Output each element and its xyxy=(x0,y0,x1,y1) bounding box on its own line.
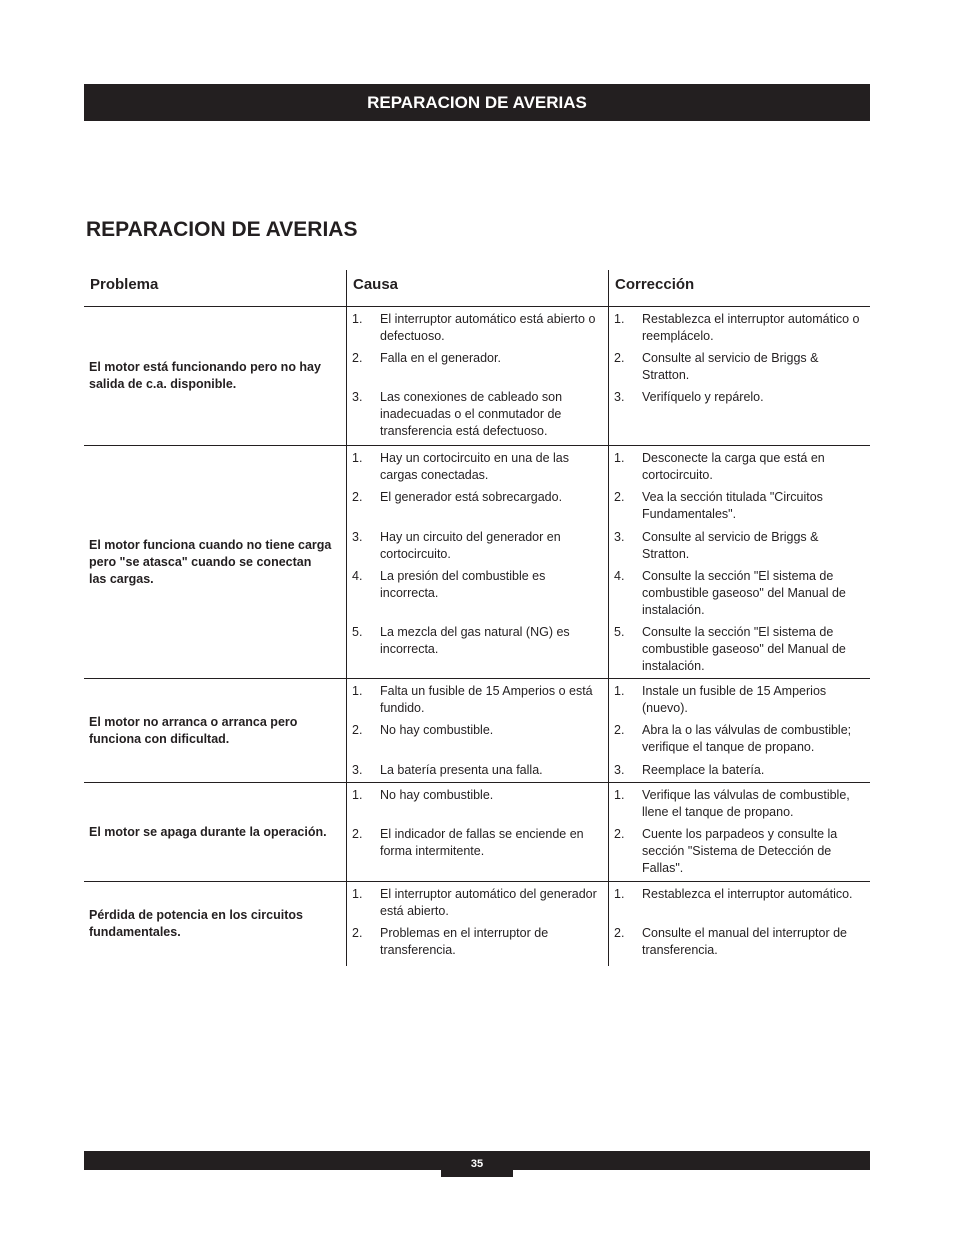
cause-item: 2. Falla en el generador. xyxy=(352,351,501,365)
cause-item: 1. Hay un cortocircuito en una de las cargas conectadas. xyxy=(352,451,569,482)
cause-cell xyxy=(346,783,608,881)
cause-item: 4. La presión del combustible es incorrecta. xyxy=(352,569,546,600)
cause-item: 5. La mezcla del gas natural (NG) es incorrecta. xyxy=(352,625,570,656)
correction-item: 2. Consulte al servicio de Briggs & Stratton. xyxy=(614,351,819,382)
cause-item: 2. Problemas en el interruptor de transferencia. xyxy=(352,926,549,957)
cause-item: 1. Falta un fusible de 15 Amperios o está fundido. xyxy=(352,684,593,715)
column-header-causa: Causa xyxy=(346,270,608,306)
correction-item: 2. Vea la sección titulada "Circuitos Fundamentales". xyxy=(614,490,823,521)
correction-item: 1. Restablezca el interruptor automático. xyxy=(614,887,853,901)
problem-cell: El motor se apaga durante la operación. xyxy=(89,824,327,839)
correction-item: 5. Consulte la sección "El sistema de combustible gaseoso" del Manual de instalación. xyxy=(614,625,846,673)
header-title: REPARACION DE AVERIAS xyxy=(367,92,587,112)
problem-cell: El motor funciona cuando no tiene carga pero "se atasca" cuando se conectan las cargas. xyxy=(89,537,332,586)
cause-item: 2. No hay combustible. xyxy=(352,723,494,737)
correction-cell xyxy=(608,882,870,966)
correction-item: 3. Consulte al servicio de Briggs & Stratton. xyxy=(614,530,819,561)
cause-cell xyxy=(346,307,608,445)
cause-item: 1. El interruptor automático del generador está abierto. xyxy=(352,887,597,918)
troubleshooting-table xyxy=(84,270,870,966)
page-title: REPARACION DE AVERIAS xyxy=(86,218,358,241)
problem-cell: Pérdida de potencia en los circuitos fundamentales. xyxy=(89,908,303,939)
table-row xyxy=(84,783,870,882)
cause-item: 3. La batería presenta una falla. xyxy=(352,763,543,777)
problem-cell: El motor no arranca o arranca pero funciona con dificultad. xyxy=(89,714,298,746)
cause-item: 1. El interruptor automático está abierto o defectuoso. xyxy=(352,312,596,343)
correction-item: 3. Verifíquelo y repárelo. xyxy=(614,390,764,404)
table-row xyxy=(84,882,870,966)
correction-item: 1. Desconecte la carga que está en cortocircuito. xyxy=(614,451,825,482)
table-row xyxy=(84,679,870,783)
table-row xyxy=(84,446,870,679)
column-header-problema: Problema xyxy=(90,276,159,293)
page-number-label: 35 xyxy=(470,1158,484,1170)
cause-cell xyxy=(346,679,608,782)
correction-cell xyxy=(608,783,870,881)
header-bar xyxy=(84,84,870,121)
correction-item: 2. Cuente los parpadeos y consulte la sección "Sistema de Detección de Fallas". xyxy=(614,827,838,875)
cause-item: 3. Hay un circuito del generador en cortocircuito. xyxy=(352,530,561,561)
cause-cell xyxy=(346,446,608,678)
table-row xyxy=(84,307,870,446)
correction-cell xyxy=(608,446,870,678)
correction-item: 1. Restablezca el interruptor automático o reemplácelo. xyxy=(614,312,860,343)
correction-item: 4. Consulte la sección "El sistema de combustible gaseoso" del Manual de instalación. xyxy=(614,569,846,617)
correction-cell xyxy=(608,679,870,782)
correction-item: 2. Consulte el manual del interruptor de transferencia. xyxy=(614,926,847,957)
correction-item: 2. Abra la o las válvulas de combustible; verifique el tanque de propano. xyxy=(614,723,852,754)
page-number xyxy=(441,1151,513,1177)
table-header xyxy=(84,270,870,307)
problem-cell: El motor está funcionando pero no hay salida de c.a. disponible. xyxy=(89,360,321,391)
cause-item: 3. Las conexiones de cableado son inadecuadas o el conmutador de transferencia está defectuoso. xyxy=(352,390,563,438)
cause-cell xyxy=(346,882,608,966)
correction-item: 3. Reemplace la batería. xyxy=(614,763,765,777)
correction-cell xyxy=(608,307,870,445)
cause-item: 2. El indicador de fallas se enciende en forma intermitente. xyxy=(352,827,584,858)
cause-item: 2. El generador está sobrecargado. xyxy=(352,490,563,504)
column-header-correccion: Corrección xyxy=(608,270,870,306)
correction-item: 1. Verifique las válvulas de combustible, llene el tanque de propano. xyxy=(614,788,850,819)
correction-item: 1. Instale un fusible de 15 Amperios (nuevo). xyxy=(614,684,827,715)
cause-item: 1. No hay combustible. xyxy=(352,788,494,802)
